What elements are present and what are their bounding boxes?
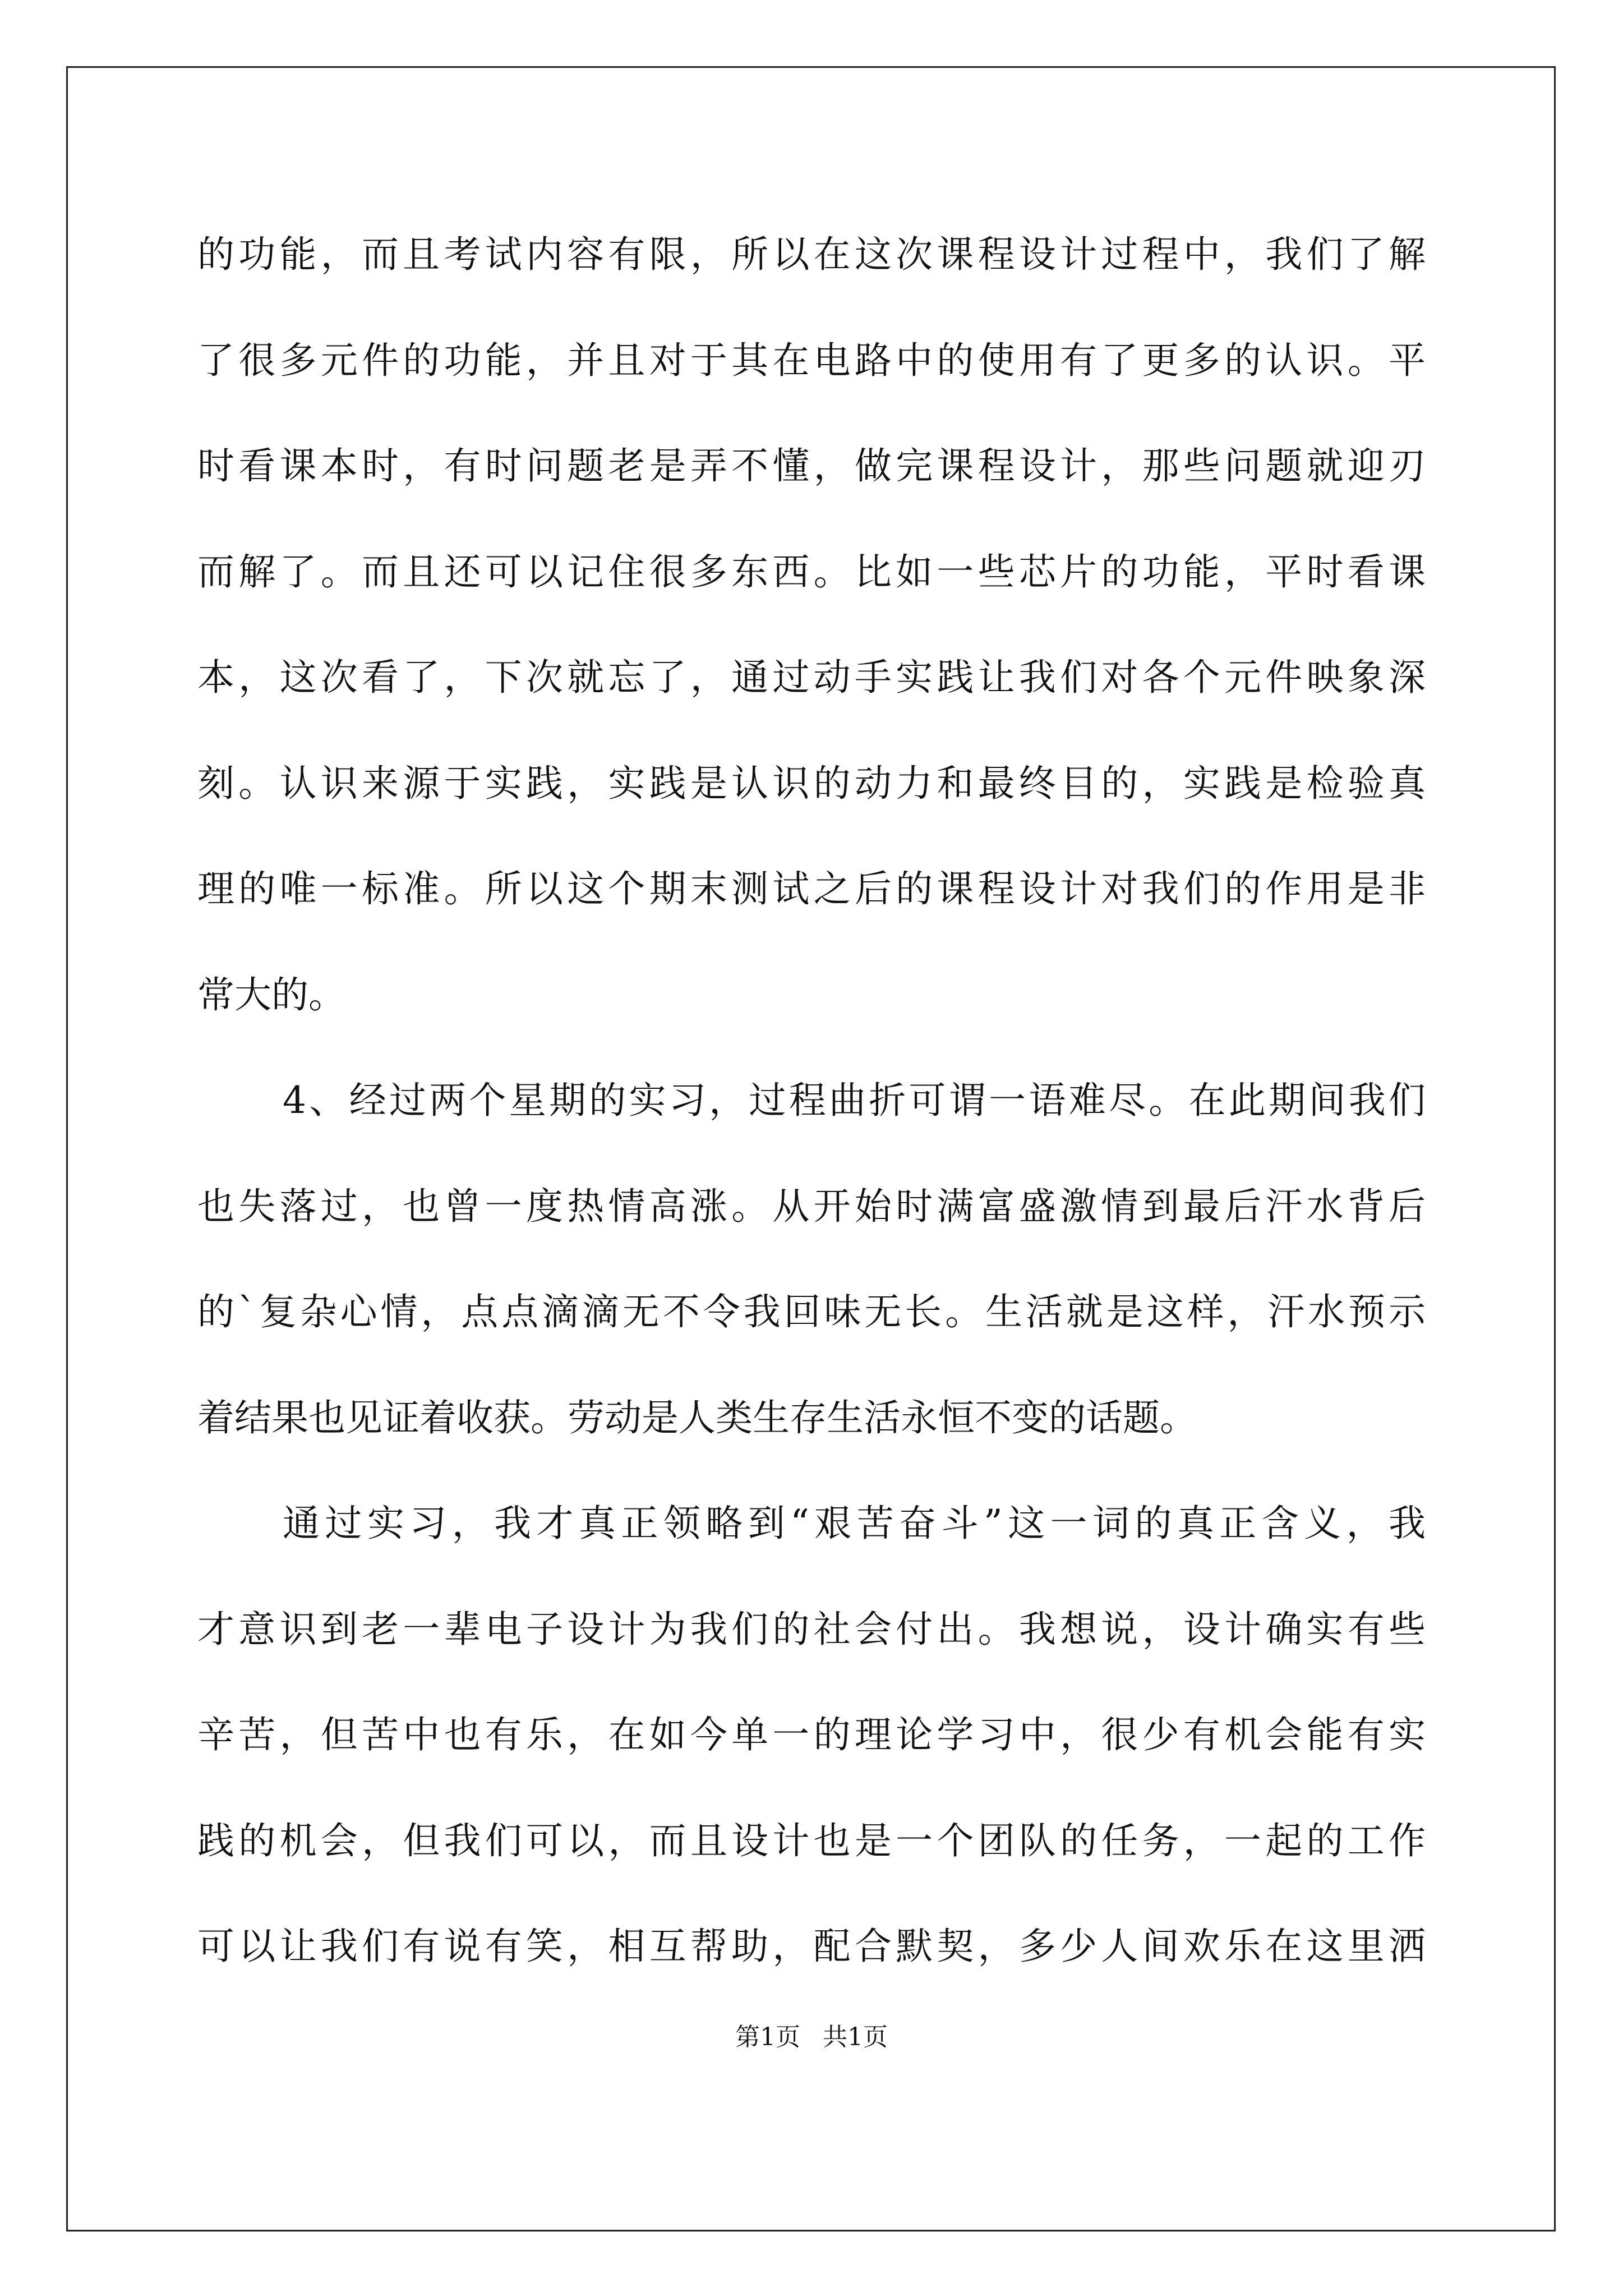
text-line: 4、经过两个星期的实习，过程曲折可谓一语难尽。在此期间我们 [283, 1079, 1426, 1122]
text-line: 常大的。 [197, 973, 345, 1016]
text-line: 着结果也见证着收获。劳动是人类生存生活永恒不变的话题。 [197, 1396, 1197, 1439]
page-number: 第1页 [735, 2023, 800, 2051]
text-line: 的`复杂心情，点点滴滴无不令我回味无长。生活就是这样，汗水预示 [197, 1290, 1426, 1333]
text-line: 而解了。而且还可以记住很多东西。比如一些芯片的功能，平时看课 [197, 550, 1426, 593]
page-total: 共1页 [823, 2023, 888, 2051]
text-line: 也失落过，也曾一度热情高涨。从开始时满富盛激情到最后汗水背后 [197, 1184, 1426, 1228]
text-line: 本，这次看了，下次就忘了，通过动手实践让我们对各个元件映象深 [197, 656, 1426, 699]
text-line: 理的唯一标准。所以这个期末测试之后的课程设计对我们的作用是非 [197, 867, 1426, 910]
text-line: 可以让我们有说有笑，相互帮助，配合默契，多少人间欢乐在这里洒 [197, 1925, 1426, 1968]
text-line: 才意识到老一辈电子设计为我们的社会付出。我想说，设计确实有些 [197, 1607, 1426, 1651]
document-body [197, 202, 1426, 2000]
text-line: 辛苦，但苦中也有乐，在如今单一的理论学习中，很少有机会能有实 [197, 1713, 1426, 1756]
page-footer [0, 2021, 1623, 2054]
text-line: 通过实习，我才真正领略到“艰苦奋斗”这一词的真正含义，我 [283, 1502, 1426, 1545]
text-line: 的功能，而且考试内容有限，所以在这次课程设计过程中，我们了解 [197, 233, 1426, 276]
text-line: 刻。认识来源于实践，实践是认识的动力和最终目的，实践是检验真 [197, 761, 1426, 805]
text-line: 时看课本时，有时问题老是弄不懂，做完课程设计，那些问题就迎刃 [197, 444, 1426, 487]
text-line: 了很多元件的功能，并且对于其在电路中的使用有了更多的认识。平 [197, 338, 1426, 382]
text-line: 践的机会，但我们可以，而且设计也是一个团队的任务，一起的工作 [197, 1819, 1426, 1862]
